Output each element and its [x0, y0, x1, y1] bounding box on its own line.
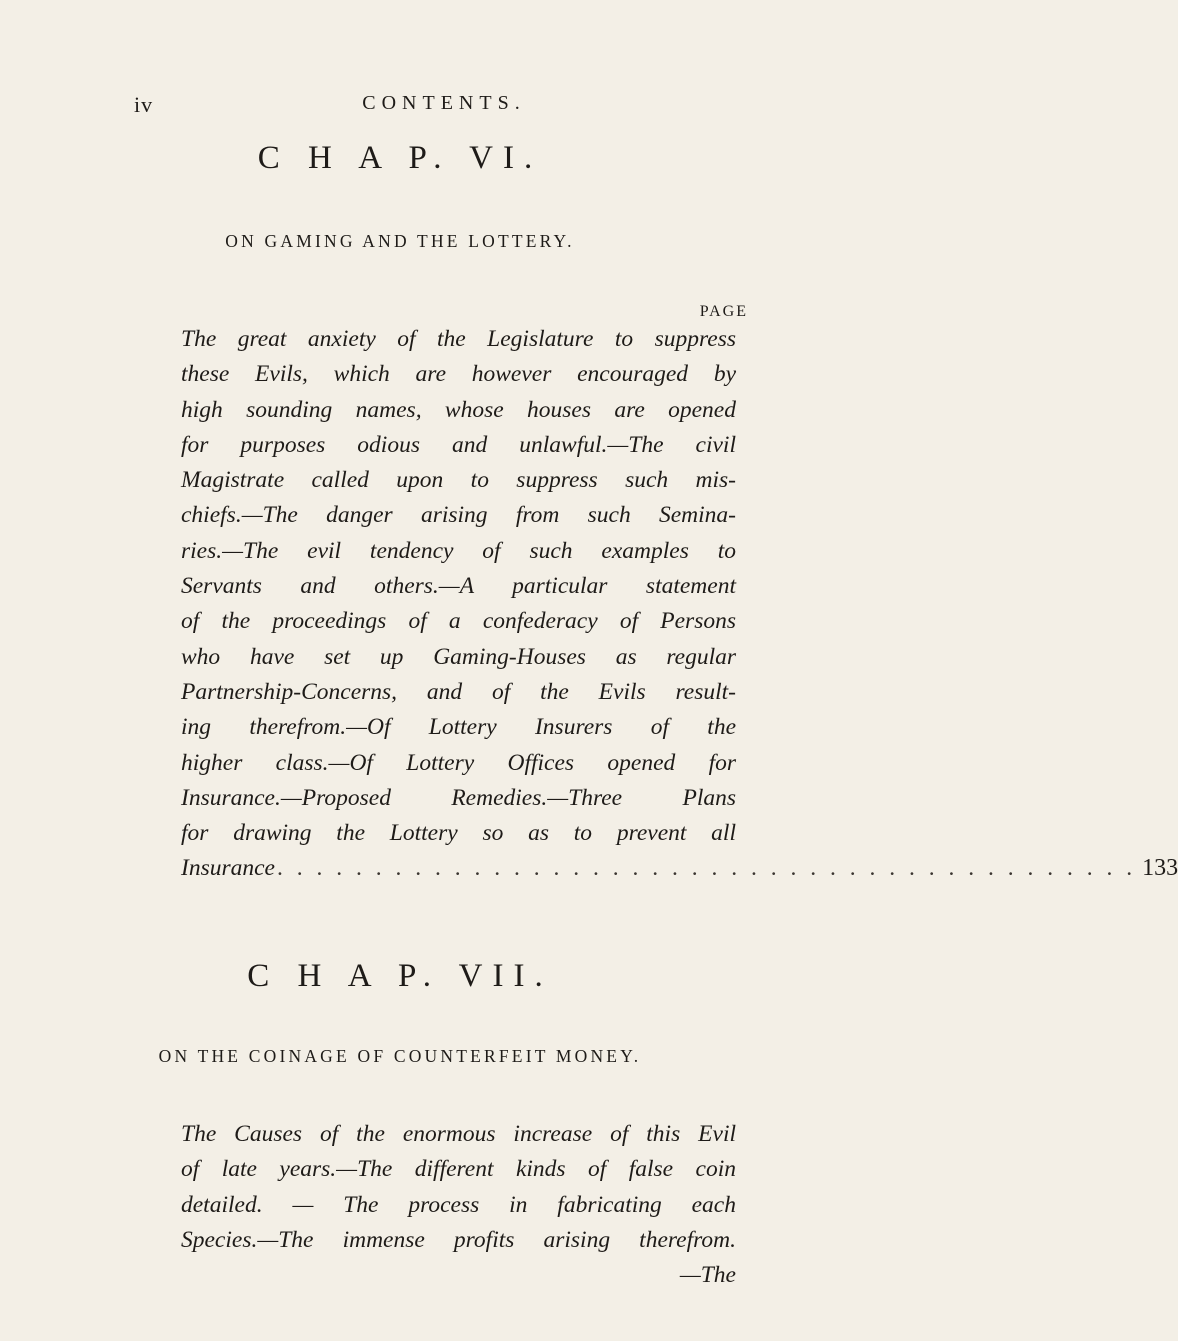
summary-line: for drawing the Lottery so as to prevent all [181, 820, 736, 847]
page-column-label: PAGE [699, 303, 748, 320]
summary-line: ries.—The evil tendency of such examples to [181, 537, 736, 564]
summary-line: ing therefrom.—Of Lottery Insurers of the [181, 714, 736, 741]
summary-line: high sounding names, whose houses are opened [181, 396, 736, 423]
page-reference: 133 [1142, 855, 1178, 882]
summary-line: who have set up Gaming-Houses as regular [181, 643, 736, 670]
toc-entry-leader [181, 851, 1178, 886]
chapter-subheading: ON GAMING AND THE LOTTERY. [225, 231, 575, 251]
summary-line: Partnership-Concerns, and of the Evils result- [181, 678, 736, 705]
summary-line: of late years.—The different kinds of false coin [181, 1156, 736, 1183]
chapter-summary [181, 1117, 736, 1293]
summary-line: higher class.—Of Lottery Offices opened for [181, 749, 736, 776]
summary-line: Species.—The immense profits arising therefrom. [181, 1226, 736, 1253]
summary-line: these Evils, which are however encouraged by [181, 361, 736, 388]
chapter-heading: C H A P. VI. [257, 140, 543, 176]
running-title: CONTENTS. [362, 92, 526, 114]
running-head [134, 92, 754, 122]
summary-line: detailed. — The process in fabricating each [181, 1191, 736, 1218]
chapter-summary [181, 322, 1178, 887]
summary-line: Servants and others.—A particular statement [181, 573, 736, 600]
summary-line: The Causes of the enormous increase of this Evil [181, 1121, 736, 1147]
summary-line: The great anxiety of the Legislature to suppress [181, 326, 736, 352]
summary-line: Insurance [181, 855, 275, 882]
page-number: iv [134, 92, 154, 117]
summary-line: Insurance.—Proposed Remedies.—Three Plans [181, 784, 736, 811]
chapter-heading: C H A P. VII. [247, 958, 553, 994]
summary-line: Magistrate called upon to suppress such mis- [181, 467, 736, 494]
dot-leader: . . . . . . . . . . . . . . . . . . . . . . . . . . . . . . . . . . . . . . . . . . . . [276, 855, 1137, 882]
summary-line: for purposes odious and unlawful.—The civil [181, 431, 736, 458]
chapter-subheading: ON THE COINAGE OF COUNTERFEIT MONEY. [158, 1046, 642, 1066]
catchword: —The [679, 1262, 736, 1289]
summary-line: chiefs.—The danger arising from such Semina- [181, 502, 736, 529]
summary-line: of the proceedings of a confederacy of Persons [181, 608, 736, 635]
